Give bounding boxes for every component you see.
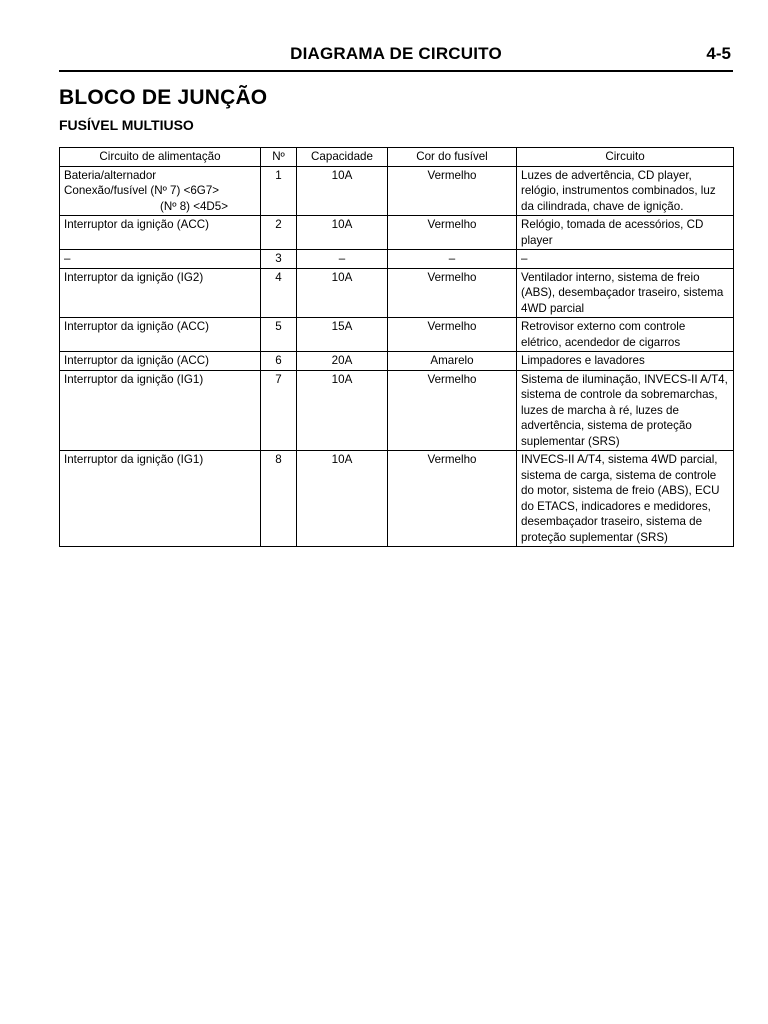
supply-cell: Interruptor da ignição (ACC) <box>60 352 261 371</box>
fuse-color-cell: Vermelho <box>388 370 517 451</box>
supply-cell: Interruptor da ignição (IG1) <box>60 451 261 547</box>
fuse-color-cell: Amarelo <box>388 352 517 371</box>
fuse-color-cell: Vermelho <box>388 166 517 216</box>
circuit-cell: Relógio, tomada de acessórios, CD player <box>517 216 734 250</box>
circuit-cell: Retrovisor externo com controle elétrico, acendedor de cigarros <box>517 318 734 352</box>
supply-cell: Interruptor da ignição (ACC) <box>60 216 261 250</box>
number-cell: 4 <box>261 268 297 318</box>
fuse-color-cell: Vermelho <box>388 216 517 250</box>
table-row <box>60 166 734 216</box>
supply-cell: – <box>60 250 261 269</box>
fuse-table <box>59 147 734 547</box>
capacity-cell: 10A <box>297 166 388 216</box>
circuit-cell: Luzes de advertência, CD player, relógio, instrumentos combinados, luz da cilindrada, chave de ignição. <box>517 166 734 216</box>
table-row <box>60 451 734 547</box>
number-cell: 8 <box>261 451 297 547</box>
fuse-color-cell: Vermelho <box>388 451 517 547</box>
circuit-cell: Sistema de iluminação, INVECS-II A/T4, sistema de controle da sobremarchas, luzes de marcha à ré, luzes de advertência, sistema de proteção suplementar (SRS) <box>517 370 734 451</box>
supply-cell: Interruptor da ignição (ACC) <box>60 318 261 352</box>
capacity-cell: 10A <box>297 268 388 318</box>
table-row <box>60 268 734 318</box>
page-number: 4-5 <box>706 44 731 63</box>
section-subtitle: FUSÍVEL MULTIUSO <box>59 117 194 133</box>
column-header-fuse-color: Cor do fusível <box>388 148 517 167</box>
column-header-number: Nº <box>261 148 297 167</box>
number-cell: 2 <box>261 216 297 250</box>
capacity-cell: 10A <box>297 370 388 451</box>
supply-line: (Nº 8) <4D5> <box>160 199 229 213</box>
table-row <box>60 318 734 352</box>
table-header-row <box>60 148 734 167</box>
table-row <box>60 352 734 371</box>
supply-cell <box>60 166 261 216</box>
fuse-color-cell: Vermelho <box>388 268 517 318</box>
section-title: BLOCO DE JUNÇÃO <box>59 86 268 109</box>
supply-cell: Interruptor da ignição (IG1) <box>60 370 261 451</box>
supply-line: Conexão/fusível (Nº 7) <6G7> <box>64 184 220 197</box>
header-title: DIAGRAMA DE CIRCUITO <box>290 44 502 63</box>
circuit-cell: Limpadores e lavadores <box>517 352 734 371</box>
supply-line: Bateria/alternador <box>64 168 157 182</box>
table-row <box>60 216 734 250</box>
supply-cell: Interruptor da ignição (IG2) <box>60 268 261 318</box>
capacity-cell: 10A <box>297 451 388 547</box>
column-header-capacity: Capacidade <box>297 148 388 167</box>
table-row <box>60 250 734 269</box>
circuit-cell: Ventilador interno, sistema de freio (ABS), desembaçador traseiro, sistema 4WD parcial <box>517 268 734 318</box>
fuse-color-cell: – <box>388 250 517 269</box>
capacity-cell: 20A <box>297 352 388 371</box>
capacity-cell: 10A <box>297 216 388 250</box>
number-cell: 3 <box>261 250 297 269</box>
column-header-circuit: Circuito <box>517 148 734 167</box>
circuit-cell: INVECS-II A/T4, sistema 4WD parcial, sistema de carga, sistema de controle do motor, sistema de freio (ABS), ECU do ETACS, indicadores e medidores, desembaçador traseiro, sistema de proteção suplementar (SRS) <box>517 451 734 547</box>
number-cell: 1 <box>261 166 297 216</box>
table-row <box>60 370 734 451</box>
page-header <box>59 42 733 72</box>
circuit-cell: – <box>517 250 734 269</box>
capacity-cell: 15A <box>297 318 388 352</box>
capacity-cell: – <box>297 250 388 269</box>
fuse-color-cell: Vermelho <box>388 318 517 352</box>
number-cell: 5 <box>261 318 297 352</box>
number-cell: 6 <box>261 352 297 371</box>
column-header-supply: Circuito de alimentação <box>60 148 261 167</box>
number-cell: 7 <box>261 370 297 451</box>
